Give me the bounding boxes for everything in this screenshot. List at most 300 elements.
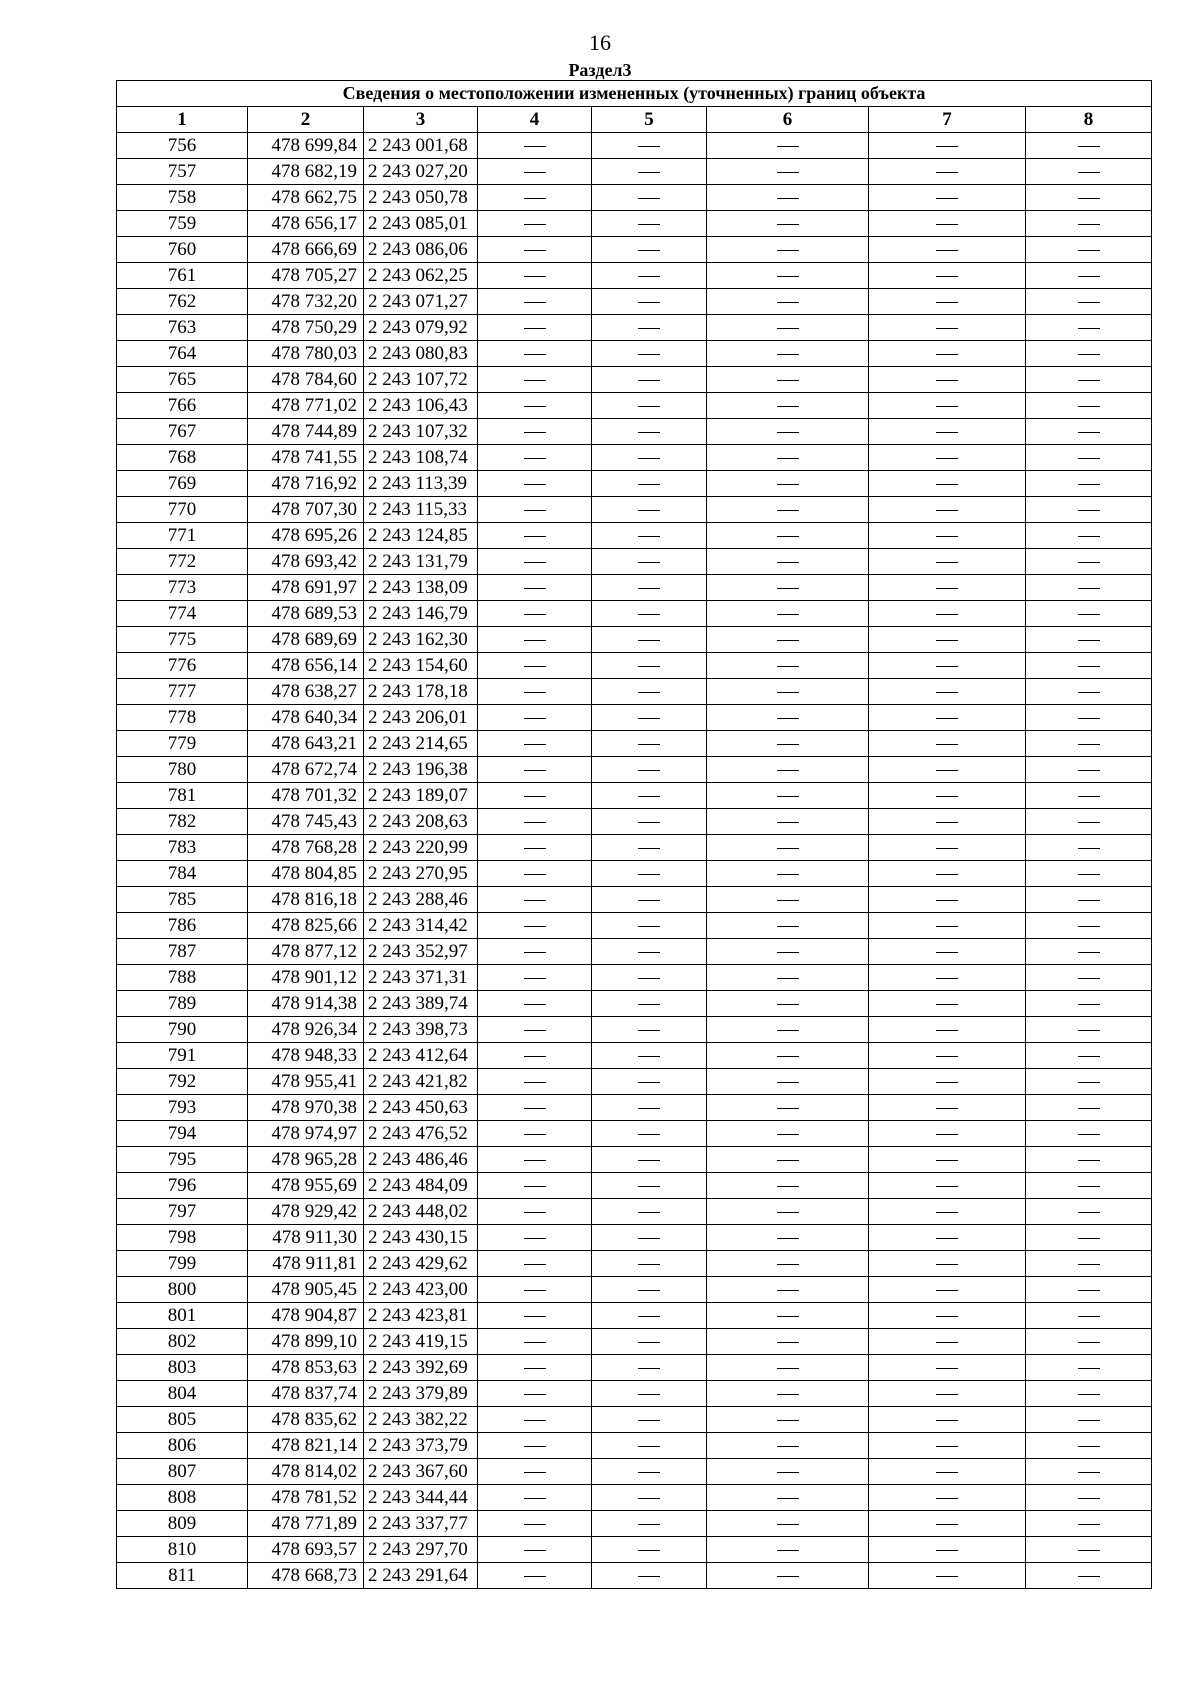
empty-cell xyxy=(707,1043,869,1069)
table-row xyxy=(117,1095,1152,1121)
empty-cell xyxy=(707,1459,869,1485)
table-body xyxy=(117,133,1152,1589)
x-coordinate-cell: 478 899,10 xyxy=(248,1329,364,1355)
dash-mark xyxy=(1078,1030,1100,1031)
dash-mark xyxy=(936,1186,958,1187)
dash-mark xyxy=(777,198,799,199)
x-coordinate-cell: 478 804,85 xyxy=(248,861,364,887)
table-row xyxy=(117,289,1152,315)
dash-mark xyxy=(936,770,958,771)
empty-cell xyxy=(869,367,1026,393)
table-row xyxy=(117,575,1152,601)
point-number-cell: 758 xyxy=(117,185,248,211)
dash-mark xyxy=(936,302,958,303)
empty-cell xyxy=(1026,185,1152,211)
empty-cell xyxy=(707,211,869,237)
point-number-cell: 789 xyxy=(117,991,248,1017)
dash-mark xyxy=(1078,1108,1100,1109)
table-caption: Сведения о местоположении измененных (уточненных) границ объекта xyxy=(117,81,1152,107)
point-number-cell: 761 xyxy=(117,263,248,289)
empty-cell xyxy=(592,445,707,471)
empty-cell xyxy=(869,1485,1026,1511)
dash-mark xyxy=(777,770,799,771)
x-coordinate-cell: 478 835,62 xyxy=(248,1407,364,1433)
table-row xyxy=(117,1459,1152,1485)
dash-mark xyxy=(1078,484,1100,485)
empty-cell xyxy=(1026,367,1152,393)
empty-cell xyxy=(592,1511,707,1537)
point-number-cell: 797 xyxy=(117,1199,248,1225)
y-coordinate-cell: 2 243 071,27 xyxy=(364,289,478,315)
dash-mark xyxy=(777,458,799,459)
dash-mark xyxy=(777,276,799,277)
empty-cell xyxy=(869,1329,1026,1355)
point-number-cell: 793 xyxy=(117,1095,248,1121)
x-coordinate-cell: 478 965,28 xyxy=(248,1147,364,1173)
dash-mark xyxy=(777,926,799,927)
table-row xyxy=(117,1485,1152,1511)
empty-cell xyxy=(869,1563,1026,1589)
empty-cell xyxy=(869,549,1026,575)
point-number-cell: 785 xyxy=(117,887,248,913)
dash-mark xyxy=(1078,1420,1100,1421)
dash-mark xyxy=(936,1290,958,1291)
x-coordinate-cell: 478 705,27 xyxy=(248,263,364,289)
point-number-cell: 772 xyxy=(117,549,248,575)
empty-cell xyxy=(707,1329,869,1355)
dash-mark xyxy=(524,380,546,381)
y-coordinate-cell: 2 243 448,02 xyxy=(364,1199,478,1225)
empty-cell xyxy=(592,367,707,393)
table-row xyxy=(117,731,1152,757)
y-coordinate-cell: 2 243 214,65 xyxy=(364,731,478,757)
point-number-cell: 778 xyxy=(117,705,248,731)
point-number-cell: 796 xyxy=(117,1173,248,1199)
dash-mark xyxy=(936,432,958,433)
y-coordinate-cell: 2 243 079,92 xyxy=(364,315,478,341)
empty-cell xyxy=(592,627,707,653)
dash-mark xyxy=(524,1524,546,1525)
dash-mark xyxy=(638,1160,660,1161)
table-row xyxy=(117,1381,1152,1407)
dash-mark xyxy=(777,848,799,849)
empty-cell xyxy=(592,1199,707,1225)
dash-mark xyxy=(777,822,799,823)
dash-mark xyxy=(524,614,546,615)
dash-mark xyxy=(524,458,546,459)
table-row xyxy=(117,419,1152,445)
table-row xyxy=(117,809,1152,835)
dash-mark xyxy=(777,1342,799,1343)
empty-cell xyxy=(592,185,707,211)
dash-mark xyxy=(1078,250,1100,251)
column-header: 5 xyxy=(592,107,707,133)
empty-cell xyxy=(1026,1069,1152,1095)
dash-mark xyxy=(638,328,660,329)
empty-cell xyxy=(592,653,707,679)
y-coordinate-cell: 2 243 288,46 xyxy=(364,887,478,913)
empty-cell xyxy=(592,133,707,159)
dash-mark xyxy=(1078,302,1100,303)
dash-mark xyxy=(638,822,660,823)
x-coordinate-cell: 478 707,30 xyxy=(248,497,364,523)
dash-mark xyxy=(1078,510,1100,511)
dash-mark xyxy=(524,198,546,199)
dash-mark xyxy=(777,1186,799,1187)
empty-cell xyxy=(707,393,869,419)
empty-cell xyxy=(1026,1225,1152,1251)
point-number-cell: 800 xyxy=(117,1277,248,1303)
point-number-cell: 768 xyxy=(117,445,248,471)
empty-cell xyxy=(707,601,869,627)
empty-cell xyxy=(707,1433,869,1459)
dash-mark xyxy=(777,718,799,719)
point-number-cell: 786 xyxy=(117,913,248,939)
point-number-cell: 774 xyxy=(117,601,248,627)
dash-mark xyxy=(524,224,546,225)
x-coordinate-cell: 478 911,30 xyxy=(248,1225,364,1251)
dash-mark xyxy=(524,354,546,355)
table-row xyxy=(117,601,1152,627)
point-number-cell: 807 xyxy=(117,1459,248,1485)
empty-cell xyxy=(1026,497,1152,523)
x-coordinate-cell: 478 929,42 xyxy=(248,1199,364,1225)
table-row xyxy=(117,471,1152,497)
table-row xyxy=(117,367,1152,393)
dash-mark xyxy=(936,1420,958,1421)
table-row xyxy=(117,1563,1152,1589)
dash-mark xyxy=(777,1446,799,1447)
dash-mark xyxy=(777,1498,799,1499)
y-coordinate-cell: 2 243 423,00 xyxy=(364,1277,478,1303)
y-coordinate-cell: 2 243 344,44 xyxy=(364,1485,478,1511)
column-header: 8 xyxy=(1026,107,1152,133)
empty-cell xyxy=(478,939,592,965)
dash-mark xyxy=(524,1056,546,1057)
empty-cell xyxy=(869,237,1026,263)
dash-mark xyxy=(524,1368,546,1369)
table-row xyxy=(117,1251,1152,1277)
y-coordinate-cell: 2 243 337,77 xyxy=(364,1511,478,1537)
dash-mark xyxy=(1078,1186,1100,1187)
dash-mark xyxy=(524,1290,546,1291)
empty-cell xyxy=(1026,1563,1152,1589)
empty-cell xyxy=(707,939,869,965)
dash-mark xyxy=(777,1264,799,1265)
x-coordinate-cell: 478 656,17 xyxy=(248,211,364,237)
y-coordinate-cell: 2 243 050,78 xyxy=(364,185,478,211)
empty-cell xyxy=(707,679,869,705)
x-coordinate-cell: 478 693,42 xyxy=(248,549,364,575)
dash-mark xyxy=(936,380,958,381)
x-coordinate-cell: 478 741,55 xyxy=(248,445,364,471)
empty-cell xyxy=(869,1251,1026,1277)
dash-mark xyxy=(777,172,799,173)
empty-cell xyxy=(869,601,1026,627)
point-number-cell: 798 xyxy=(117,1225,248,1251)
dash-mark xyxy=(777,588,799,589)
empty-cell xyxy=(592,1225,707,1251)
empty-cell xyxy=(592,237,707,263)
point-number-cell: 759 xyxy=(117,211,248,237)
dash-mark xyxy=(936,146,958,147)
dash-mark xyxy=(936,1316,958,1317)
dash-mark xyxy=(777,1082,799,1083)
empty-cell xyxy=(869,1043,1026,1069)
dash-mark xyxy=(936,1134,958,1135)
x-coordinate-cell: 478 716,92 xyxy=(248,471,364,497)
x-coordinate-cell: 478 821,14 xyxy=(248,1433,364,1459)
empty-cell xyxy=(592,887,707,913)
x-coordinate-cell: 478 689,53 xyxy=(248,601,364,627)
empty-cell xyxy=(869,1199,1026,1225)
x-coordinate-cell: 478 666,69 xyxy=(248,237,364,263)
column-header: 4 xyxy=(478,107,592,133)
y-coordinate-cell: 2 243 107,32 xyxy=(364,419,478,445)
empty-cell xyxy=(592,965,707,991)
y-coordinate-cell: 2 243 476,52 xyxy=(364,1121,478,1147)
empty-cell xyxy=(1026,211,1152,237)
empty-cell xyxy=(1026,1147,1152,1173)
y-coordinate-cell: 2 243 208,63 xyxy=(364,809,478,835)
table-row xyxy=(117,913,1152,939)
point-number-cell: 760 xyxy=(117,237,248,263)
dash-mark xyxy=(777,250,799,251)
empty-cell xyxy=(707,1173,869,1199)
empty-cell xyxy=(478,1381,592,1407)
empty-cell xyxy=(869,575,1026,601)
empty-cell xyxy=(478,1537,592,1563)
empty-cell xyxy=(1026,133,1152,159)
dash-mark xyxy=(936,1082,958,1083)
empty-cell xyxy=(478,419,592,445)
empty-cell xyxy=(592,1303,707,1329)
dash-mark xyxy=(638,1108,660,1109)
dash-mark xyxy=(777,1472,799,1473)
y-coordinate-cell: 2 243 027,20 xyxy=(364,159,478,185)
empty-cell xyxy=(1026,1459,1152,1485)
empty-cell xyxy=(1026,575,1152,601)
empty-cell xyxy=(1026,1199,1152,1225)
table-row xyxy=(117,185,1152,211)
empty-cell xyxy=(1026,471,1152,497)
dash-mark xyxy=(524,718,546,719)
empty-cell xyxy=(869,1511,1026,1537)
empty-cell xyxy=(869,1355,1026,1381)
empty-cell xyxy=(592,1069,707,1095)
empty-cell xyxy=(478,393,592,419)
dash-mark xyxy=(777,1160,799,1161)
empty-cell xyxy=(478,367,592,393)
dash-mark xyxy=(638,952,660,953)
x-coordinate-cell: 478 695,26 xyxy=(248,523,364,549)
dash-mark xyxy=(777,354,799,355)
dash-mark xyxy=(936,1030,958,1031)
y-coordinate-cell: 2 243 106,43 xyxy=(364,393,478,419)
empty-cell xyxy=(1026,991,1152,1017)
dash-mark xyxy=(777,1420,799,1421)
dash-mark xyxy=(1078,770,1100,771)
table-row xyxy=(117,757,1152,783)
dash-mark xyxy=(1078,848,1100,849)
point-number-cell: 795 xyxy=(117,1147,248,1173)
empty-cell xyxy=(707,809,869,835)
empty-cell xyxy=(707,1381,869,1407)
dash-mark xyxy=(777,328,799,329)
dash-mark xyxy=(777,510,799,511)
dash-mark xyxy=(638,406,660,407)
x-coordinate-cell: 478 768,28 xyxy=(248,835,364,861)
y-coordinate-cell: 2 243 430,15 xyxy=(364,1225,478,1251)
dash-mark xyxy=(1078,822,1100,823)
dash-mark xyxy=(638,1550,660,1551)
dash-mark xyxy=(524,1446,546,1447)
empty-cell xyxy=(592,991,707,1017)
empty-cell xyxy=(707,1147,869,1173)
dash-mark xyxy=(777,1576,799,1577)
table-row xyxy=(117,315,1152,341)
empty-cell xyxy=(592,1043,707,1069)
y-coordinate-cell: 2 243 189,07 xyxy=(364,783,478,809)
dash-mark xyxy=(1078,146,1100,147)
empty-cell xyxy=(707,367,869,393)
dash-mark xyxy=(777,1108,799,1109)
point-number-cell: 808 xyxy=(117,1485,248,1511)
y-coordinate-cell: 2 243 379,89 xyxy=(364,1381,478,1407)
dash-mark xyxy=(524,1264,546,1265)
dash-mark xyxy=(638,1004,660,1005)
empty-cell xyxy=(1026,965,1152,991)
empty-cell xyxy=(478,731,592,757)
y-coordinate-cell: 2 243 297,70 xyxy=(364,1537,478,1563)
empty-cell xyxy=(869,991,1026,1017)
dash-mark xyxy=(524,302,546,303)
y-coordinate-cell: 2 243 484,09 xyxy=(364,1173,478,1199)
dash-mark xyxy=(638,458,660,459)
y-coordinate-cell: 2 243 423,81 xyxy=(364,1303,478,1329)
dash-mark xyxy=(777,692,799,693)
empty-cell xyxy=(1026,1017,1152,1043)
y-coordinate-cell: 2 243 080,83 xyxy=(364,341,478,367)
empty-cell xyxy=(478,861,592,887)
dash-mark xyxy=(1078,1576,1100,1577)
column-header: 7 xyxy=(869,107,1026,133)
dash-mark xyxy=(1078,952,1100,953)
dash-mark xyxy=(1078,1550,1100,1551)
dash-mark xyxy=(936,1472,958,1473)
empty-cell xyxy=(592,1459,707,1485)
empty-cell xyxy=(478,1069,592,1095)
empty-cell xyxy=(1026,1095,1152,1121)
empty-cell xyxy=(869,939,1026,965)
empty-cell xyxy=(1026,445,1152,471)
dash-mark xyxy=(936,692,958,693)
point-number-cell: 801 xyxy=(117,1303,248,1329)
dash-mark xyxy=(524,484,546,485)
point-number-cell: 810 xyxy=(117,1537,248,1563)
empty-cell xyxy=(869,315,1026,341)
dash-mark xyxy=(638,276,660,277)
dash-mark xyxy=(777,640,799,641)
dash-mark xyxy=(777,1524,799,1525)
dash-mark xyxy=(1078,224,1100,225)
y-coordinate-cell: 2 243 124,85 xyxy=(364,523,478,549)
empty-cell xyxy=(478,627,592,653)
dash-mark xyxy=(777,796,799,797)
dash-mark xyxy=(777,900,799,901)
empty-cell xyxy=(1026,1407,1152,1433)
dash-mark xyxy=(1078,1264,1100,1265)
dash-mark xyxy=(936,1056,958,1057)
empty-cell xyxy=(478,497,592,523)
empty-cell xyxy=(707,1537,869,1563)
dash-mark xyxy=(1078,1368,1100,1369)
dash-mark xyxy=(524,900,546,901)
table-row xyxy=(117,237,1152,263)
dash-mark xyxy=(936,536,958,537)
dash-mark xyxy=(524,1342,546,1343)
dash-mark xyxy=(638,640,660,641)
y-coordinate-cell: 2 243 419,15 xyxy=(364,1329,478,1355)
dash-mark xyxy=(936,1342,958,1343)
empty-cell xyxy=(478,471,592,497)
empty-cell xyxy=(592,1173,707,1199)
empty-cell xyxy=(869,1537,1026,1563)
empty-cell xyxy=(707,783,869,809)
x-coordinate-cell: 478 877,12 xyxy=(248,939,364,965)
x-coordinate-cell: 478 837,74 xyxy=(248,1381,364,1407)
dash-mark xyxy=(524,1576,546,1577)
empty-cell xyxy=(478,1043,592,1069)
dash-mark xyxy=(638,1056,660,1057)
dash-mark xyxy=(638,1134,660,1135)
dash-mark xyxy=(638,1498,660,1499)
dash-mark xyxy=(777,614,799,615)
column-header: 1 xyxy=(117,107,248,133)
dash-mark xyxy=(936,874,958,875)
point-number-cell: 773 xyxy=(117,575,248,601)
dash-mark xyxy=(524,1030,546,1031)
empty-cell xyxy=(1026,627,1152,653)
dash-mark xyxy=(777,1368,799,1369)
x-coordinate-cell: 478 970,38 xyxy=(248,1095,364,1121)
empty-cell xyxy=(707,991,869,1017)
y-coordinate-cell: 2 243 086,06 xyxy=(364,237,478,263)
dash-mark xyxy=(524,1134,546,1135)
dash-mark xyxy=(1078,1316,1100,1317)
y-coordinate-cell: 2 243 367,60 xyxy=(364,1459,478,1485)
dash-mark xyxy=(936,1368,958,1369)
dash-mark xyxy=(936,406,958,407)
point-number-cell: 794 xyxy=(117,1121,248,1147)
point-number-cell: 811 xyxy=(117,1563,248,1589)
empty-cell xyxy=(707,887,869,913)
table-row xyxy=(117,1277,1152,1303)
empty-cell xyxy=(592,939,707,965)
point-number-cell: 788 xyxy=(117,965,248,991)
y-coordinate-cell: 2 243 392,69 xyxy=(364,1355,478,1381)
empty-cell xyxy=(1026,601,1152,627)
empty-cell xyxy=(869,445,1026,471)
x-coordinate-cell: 478 656,14 xyxy=(248,653,364,679)
dash-mark xyxy=(524,172,546,173)
empty-cell xyxy=(478,523,592,549)
dash-mark xyxy=(524,1082,546,1083)
point-number-cell: 769 xyxy=(117,471,248,497)
dash-mark xyxy=(638,588,660,589)
empty-cell xyxy=(869,783,1026,809)
dash-mark xyxy=(1078,588,1100,589)
